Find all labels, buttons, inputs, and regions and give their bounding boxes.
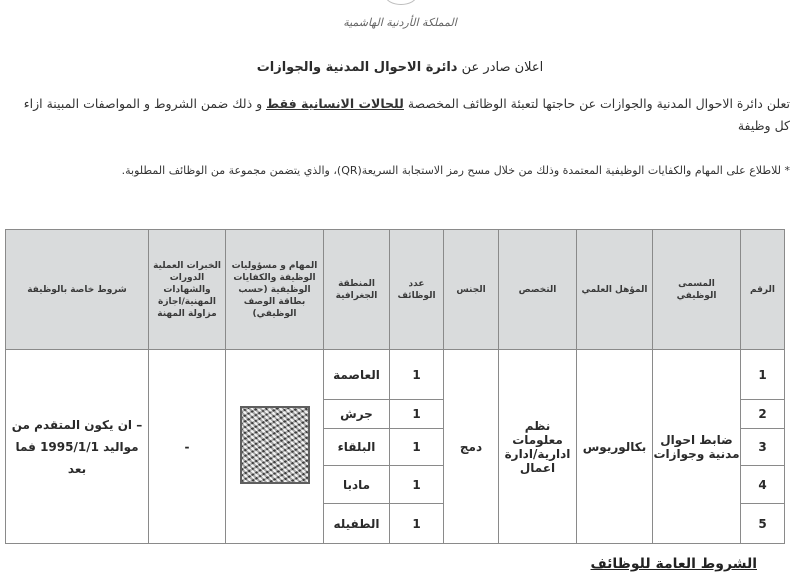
intro-text-end: و ذلك ضمن الشروط و المواصفات المبينة ازاء كل وظيفة xyxy=(23,96,790,133)
count-cell: 1 xyxy=(390,466,444,504)
special-conditions-cell: – ان يكون المتقدم من مواليد 1995/1/1 فما بعد xyxy=(6,350,149,544)
count-cell: 1 xyxy=(390,504,444,544)
region-cell: جرش xyxy=(324,400,390,429)
experience-cell: - xyxy=(149,350,226,544)
header-number: الرقم xyxy=(741,230,785,350)
row-number: 4 xyxy=(741,466,785,504)
count-cell: 1 xyxy=(390,429,444,466)
row-number: 1 xyxy=(741,350,785,400)
header-qualification: المؤهل العلمي xyxy=(577,230,653,350)
row-number: 5 xyxy=(741,504,785,544)
gender-cell: دمج xyxy=(444,350,499,544)
specialization-cell: نظم معلومات ادارية/ادارة اعمال xyxy=(499,350,577,544)
jobs-table xyxy=(5,229,785,544)
title-department: دائرة الاحوال المدنية والجوازات xyxy=(256,60,458,75)
header-specialization: التخصص xyxy=(499,230,577,350)
table-header-row xyxy=(6,230,785,350)
kingdom-name: المملكة الأردنية الهاشمية xyxy=(343,16,457,29)
row-number: 2 xyxy=(741,400,785,429)
header-experience: الخبرات العملية الدورات والشهادات المهنية/اجازة مزاولة المهنة xyxy=(149,230,226,350)
intro-emphasis: للحالات الانسانية فقط xyxy=(266,96,404,111)
qr-note: * للاطلاع على المهام والكفايات الوظيفية المعتمدة وذلك من خلال مسح رمز الاستجابة السريعة(QR)، والذي يتضمن مجموعة من الوظائف المطلوبة. xyxy=(121,164,790,177)
region-cell: العاصمة xyxy=(324,350,390,400)
header-job-title: المسمى الوظيفي xyxy=(653,230,741,350)
region-cell: البلقاء xyxy=(324,429,390,466)
header-special-conditions: شروط خاصة بالوظيفة xyxy=(6,230,149,350)
region-cell: الطفيله xyxy=(324,504,390,544)
header-count: عدد الوظائف xyxy=(390,230,444,350)
intro-text-start: تعلن دائرة الاحوال المدنية والجوازات عن حاجتها لتعبئة الوظائف المخصصة xyxy=(407,96,790,111)
count-cell: 1 xyxy=(390,350,444,400)
region-cell: مادبا xyxy=(324,466,390,504)
count-cell: 1 xyxy=(390,400,444,429)
table-row xyxy=(6,350,785,400)
header-gender: الجنس xyxy=(444,230,499,350)
intro-paragraph xyxy=(5,93,790,137)
qualification-cell: بكالوريوس xyxy=(577,350,653,544)
header-tasks: المهام و مسؤوليات الوظيفة والكفايات الوظيفية (حسب بطاقة الوصف الوظيفي) xyxy=(226,230,324,350)
title-prefix: اعلان صادر عن xyxy=(461,60,544,75)
emblem-icon xyxy=(385,0,417,5)
page-title xyxy=(0,60,800,75)
job-title-cell: ضابط احوال مدنية وجوازات xyxy=(653,350,741,544)
qr-code-icon[interactable] xyxy=(240,406,310,484)
row-number: 3 xyxy=(741,429,785,466)
tasks-cell xyxy=(226,350,324,544)
general-conditions-heading: الشروط العامة للوظائف xyxy=(590,556,757,572)
header-region: المنطقة الجغرافية xyxy=(324,230,390,350)
